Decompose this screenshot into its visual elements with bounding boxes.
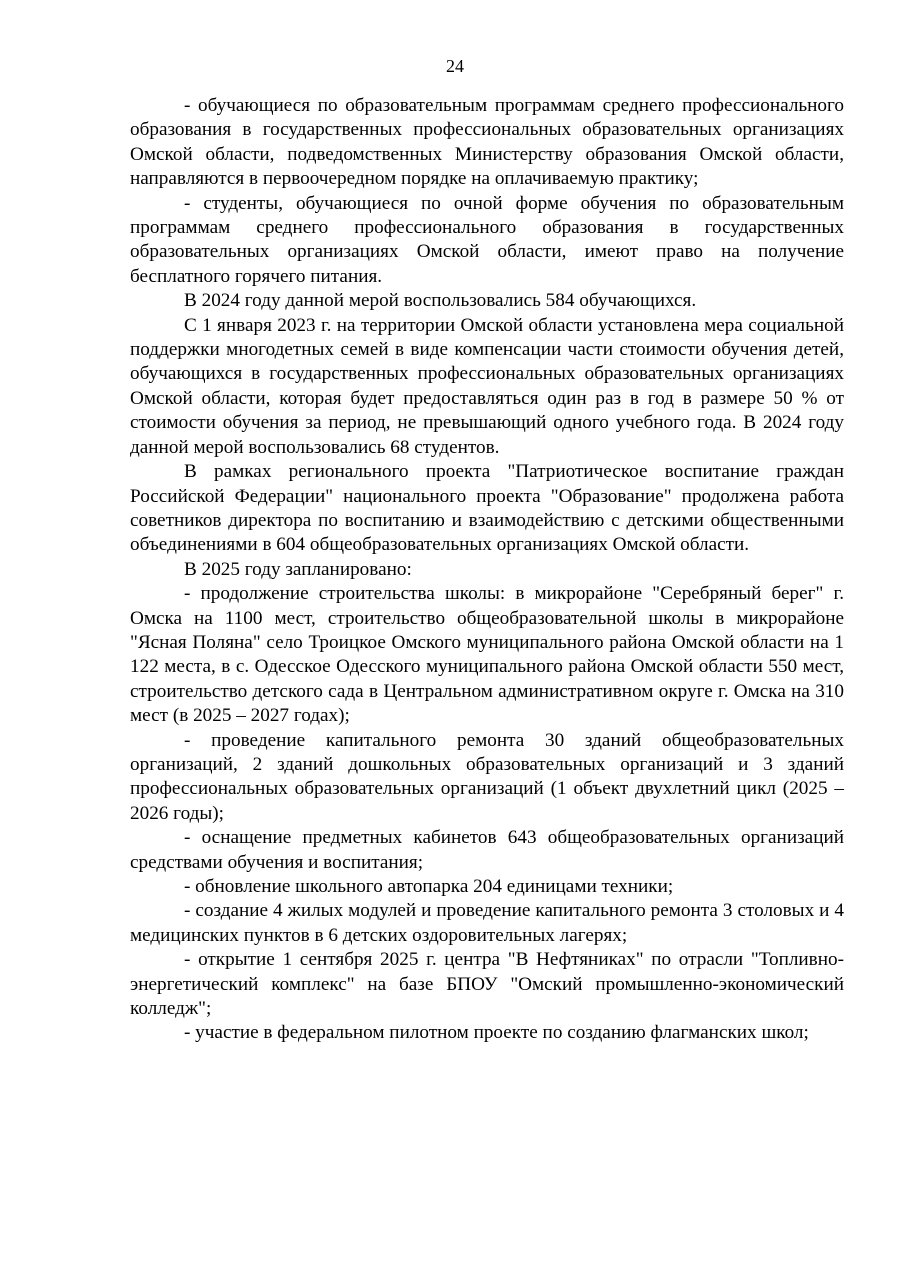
paragraph: - студенты, обучающиеся по очной форме обучения по образовательным программам среднего профессионального образования в государственных образовательных организациях Омской области, имеют право на получение бесплатного горячего питания. bbox=[130, 192, 844, 287]
paragraph: - оснащение предметных кабинетов 643 общеобразовательных организаций средствами обучения и воспитания; bbox=[130, 827, 844, 873]
paragraph: В 2025 году запланировано: bbox=[184, 558, 412, 580]
paragraph: - участие в федеральном пилотном проекте по созданию флагманских школ; bbox=[184, 1022, 809, 1044]
paragraph: С 1 января 2023 г. на территории Омской области установлена мера социальной поддержки многодетных семей в виде компенсации части стоимости обучения детей, обучающихся в государственных профессиональных образовательных организациях Омской области, которая будет предоставляться один раз в год в размере 50 % от стоимости обучения за период, не превышающий одного учебного года. В 2024 году данной мерой воспользовались 68 студентов. bbox=[130, 314, 844, 458]
paragraph: - проведение капитального ремонта 30 зданий общеобразовательных организаций, 2 зданий дошкольных образовательных организаций и 3 зданий профессиональных образовательных организаций (1 объект двухлетний цикл (2025 – 2026 годы); bbox=[130, 729, 844, 824]
paragraph: - продолжение строительства школы: в микрорайоне "Серебряный берег" г. Омска на 1100 мест, строительство общеобразовательной школы в микрорайоне "Ясная Поляна" село Троицкое Омского муниципального района Омской области на 1 122 места, в с. Одесское Одесского муниципального района Омской области 550 мест, строительство детского сада в Центральном административном округе г. Омска на 310 мест (в 2025 – 2027 годах); bbox=[130, 583, 844, 727]
page-number: 24 bbox=[446, 56, 464, 76]
paragraph: - создание 4 жилых модулей и проведение капитального ремонта 3 столовых и 4 медицинских пунктов в 6 детских оздоровительных лагерях; bbox=[130, 900, 844, 946]
paragraph: В рамках регионального проекта "Патриотическое воспитание граждан Российской Федерации" национального проекта "Образование" продолжена работа советников директора по воспитанию и взаимодействию с детскими общественными объединениями в 604 общеобразовательных организациях Омской области. bbox=[130, 461, 844, 556]
paragraph: - открытие 1 сентября 2025 г. центра "В Нефтяниках" по отрасли "Топливно-энергетический комплекс" на базе БПОУ "Омский промышленно-экономический колледж"; bbox=[130, 949, 844, 1020]
paragraph: - обучающиеся по образовательным программам среднего профессионального образования в государственных профессиональных образовательных организациях Омской области, подведомственных Министерству образования Омской области, направляются в первоочередном порядке на оплачиваемую практику; bbox=[130, 95, 844, 190]
document-body bbox=[130, 94, 844, 1046]
paragraph: В 2024 году данной мерой воспользовались 584 обучающихся. bbox=[184, 290, 697, 312]
paragraph: - обновление школьного автопарка 204 единицами техники; bbox=[184, 876, 674, 897]
